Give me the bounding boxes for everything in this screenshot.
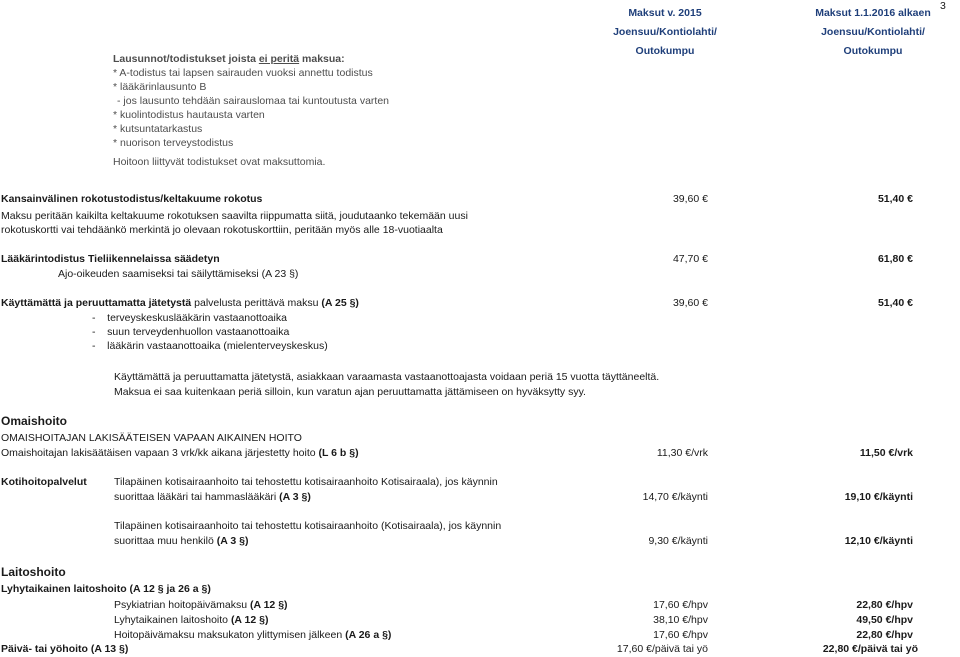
no-show-note: Käyttämättä ja peruuttamatta jätetystä, asiakkaan varaamasta vastaanottoajasta voidaan periä 15 vuotta täyttäneeltä. xyxy=(114,371,660,383)
exempt-item: * kuolintodistus hautausta varten xyxy=(113,109,265,121)
no-show-title-mid: palvelusta perittävä maksu xyxy=(191,297,322,309)
institutional-row-text: Lyhytaikainen laitoshoito xyxy=(114,614,231,626)
yellow-fever-price-2016: 51,40 € xyxy=(877,193,913,205)
home-care-r1-text: suorittaa lääkäri tai hammaslääkäri xyxy=(114,491,280,503)
column-header-2016-line2: Joensuu/Kontiolahti/ xyxy=(821,26,925,38)
medical-certificate-sub xyxy=(58,268,298,281)
informal-care-price-2016: 11,50 €/vrk xyxy=(859,447,913,459)
yellow-fever-title: Kansainvälinen rokotustodistus/keltakuume rokotus xyxy=(1,193,263,205)
no-show-item: - suun terveydenhuollon vastaanottoaika xyxy=(92,326,290,338)
informal-care-row xyxy=(1,447,359,460)
home-care-r1-ref: (A 3 §) xyxy=(279,491,311,503)
column-header-2015 xyxy=(590,4,740,61)
exempt-footer: Hoitoon liittyvät todistukset ovat maksuttomia. xyxy=(113,156,326,168)
home-care-r2-line2 xyxy=(114,535,248,548)
no-show-item: - lääkärin vastaanottoaika (mielenterveyskeskus) xyxy=(92,340,328,352)
column-header-2015-line1: Maksut v. 2015 xyxy=(628,7,702,19)
home-care-r2-ref: (A 3 §) xyxy=(216,535,249,547)
day-night-care-label: Päivä- tai yöhoito (A 13 §) xyxy=(1,643,129,655)
informal-care-heading: Omaishoito xyxy=(1,414,68,428)
home-care-r2-price-2015: 9,30 €/käynti xyxy=(648,535,708,547)
yellow-fever-desc: Maksu peritään kaikilta keltakuume rokotuksen saavilta riippumatta siitä, joudutaanko tekemään uusi xyxy=(1,210,468,222)
home-care-r1-price-2016: 19,10 €/käynti xyxy=(844,491,913,503)
day-night-care-price-2016: 22,80 €/päivä tai yö xyxy=(822,643,918,655)
column-header-2016-line1: Maksut 1.1.2016 alkaen xyxy=(815,7,931,19)
yellow-fever-desc: rokotuskortti vai tehdäänkö merkintä jo olevaan rokotuskorttiin, peritään myös alle 18-vuotiaalta xyxy=(1,224,443,236)
exempt-item: - jos lausunto tehdään sairauslomaa tai kuntoutusta varten xyxy=(117,95,390,107)
exempt-item: * nuorison terveystodistus xyxy=(113,137,234,149)
institutional-row-price-2015: 17,60 €/hpv xyxy=(653,599,708,611)
institutional-row-price-2016: 22,80 €/hpv xyxy=(856,629,913,641)
home-care-r2-text: suorittaa muu henkilö xyxy=(114,535,217,547)
title-underlined: ei peritä xyxy=(258,53,300,65)
day-night-care-price-2015: 17,60 €/päivä tai yö xyxy=(616,643,708,655)
medical-certificate-sub-text: Ajo-oikeuden saamiseksi tai säilyttämiseksi (A 23 §) xyxy=(58,268,299,280)
informal-care-row-text: Omaishoitajan lakisäätäisen vapaan 3 vrk/kk aikana järjestetty hoito xyxy=(1,447,319,459)
page-number: 3 xyxy=(940,0,946,12)
exempt-item: * lääkärinlausunto B xyxy=(113,81,207,93)
column-header-2015-line2: Joensuu/Kontiolahti/ xyxy=(613,26,717,38)
home-care-r1-line2 xyxy=(114,491,311,504)
institutional-row-ref: (A 26 a §) xyxy=(345,629,392,641)
informal-care-law: OMAISHOITAJAN LAKISÄÄTEISEN VAPAAN AIKAINEN HOITO xyxy=(1,432,302,444)
institutional-row-ref: (A 12 §) xyxy=(249,599,288,611)
medical-certificate-title: Lääkärintodistus Tieliikennelaissa säädetyn xyxy=(1,253,220,265)
institutional-row-price-2016: 49,50 €/hpv xyxy=(856,614,913,626)
no-show-note: Maksua ei saa kuitenkaan periä silloin, kun varatun ajan peruuttamatta jättämiseen on hyväksytty syy. xyxy=(114,386,586,398)
home-care-r2-line1: Tilapäinen kotisairaanhoito tai tehostettu kotisairaanhoito (Kotisairaala), jos käynnin xyxy=(114,520,502,532)
institutional-row-price-2015: 38,10 €/hpv xyxy=(653,614,708,626)
institutional-row-text: Hoitopäivämaksu maksukaton ylittymisen jälkeen xyxy=(114,629,346,641)
title-pre: Lausunnot/todistukset joista xyxy=(113,53,259,65)
home-care-r2-price-2016: 12,10 €/käynti xyxy=(844,535,913,547)
institutional-row-label xyxy=(114,629,391,642)
institutional-care-heading: Laitoshoito xyxy=(1,565,66,579)
no-show-price-2015: 39,60 € xyxy=(672,297,708,309)
yellow-fever-price-2015: 39,60 € xyxy=(672,193,708,205)
institutional-row-label xyxy=(114,599,288,612)
column-header-2016-line3: Outokumpu xyxy=(843,45,903,57)
medical-certificate-price-2016: 61,80 € xyxy=(877,253,913,265)
column-header-2015-line3: Outokumpu xyxy=(635,45,695,57)
exempt-item: * kutsuntatarkastus xyxy=(113,123,203,135)
no-show-title-ref: (A 25 §) xyxy=(321,297,359,309)
institutional-row-text: Psykiatrian hoitopäivämaksu xyxy=(114,599,250,611)
institutional-row-label xyxy=(114,614,268,627)
no-show-price-2016: 51,40 € xyxy=(877,297,913,309)
home-care-r1-line1: Tilapäinen kotisairaanhoito tai tehostettu kotisairaanhoito Kotisairaala), jos käynnin xyxy=(114,476,498,488)
exempt-item: * A-todistus tai lapsen sairauden vuoksi annettu todistus xyxy=(113,67,373,79)
institutional-row-ref: (A 12 §) xyxy=(230,614,269,626)
informal-care-row-ref: (L 6 b §) xyxy=(318,447,359,459)
home-care-r1-price-2015: 14,70 €/käynti xyxy=(642,491,708,503)
institutional-care-sub: Lyhytaikainen laitoshoito (A 12 § ja 26 a §) xyxy=(1,583,211,595)
informal-care-price-2015: 11,30 €/vrk xyxy=(656,447,708,459)
institutional-row-price-2016: 22,80 €/hpv xyxy=(856,599,913,611)
home-care-label: Kotihoitopalvelut xyxy=(1,476,87,488)
no-show-fee-title xyxy=(1,297,359,310)
no-show-item: - terveyskeskuslääkärin vastaanottoaika xyxy=(92,312,287,324)
title-post: maksua: xyxy=(299,53,345,65)
column-header-2016 xyxy=(798,4,948,61)
institutional-row-price-2015: 17,60 €/hpv xyxy=(653,629,708,641)
medical-certificate-price-2015: 47,70 € xyxy=(672,253,708,265)
no-show-title-bold: Käyttämättä ja peruuttamatta jätetystä xyxy=(1,297,192,309)
exempt-certificates-title xyxy=(113,53,345,66)
